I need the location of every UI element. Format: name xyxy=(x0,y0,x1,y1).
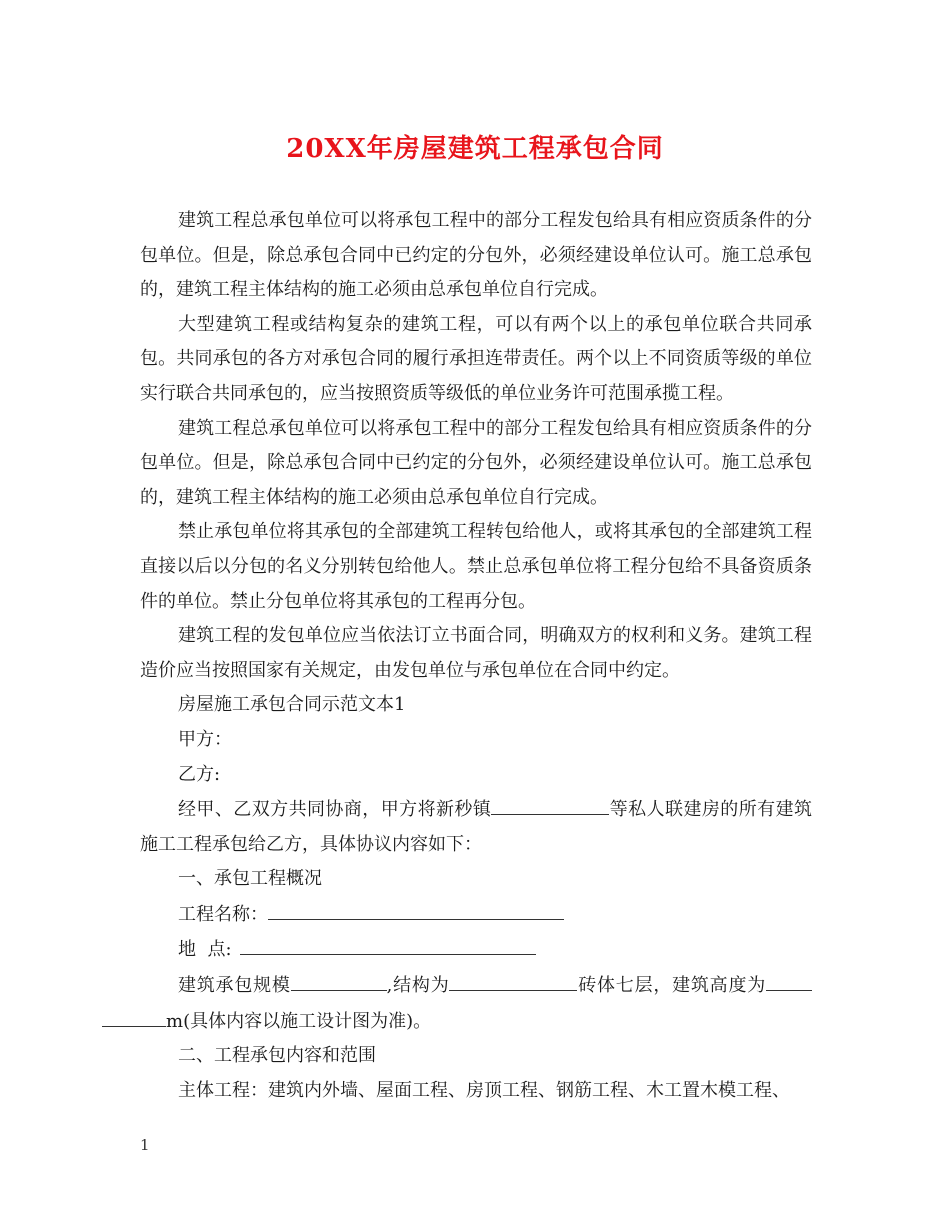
structure-label: ,结构为 xyxy=(386,975,450,997)
project-name-blank xyxy=(268,897,564,920)
height-label: 砖体七层，建筑高度为 xyxy=(577,975,767,997)
paragraph: 建筑工程总承包单位可以将承包工程中的部分工程发包给具有相应资质条件的分包单位。但是，除总承包合同中已约定的分包外，必须经建设单位认可。施工总承包的，建筑工程主体结构的施工必须由总承包单位自行完成。 xyxy=(140,210,812,301)
height-blank-b xyxy=(102,1004,166,1027)
scale-blank xyxy=(291,968,387,991)
town-blank xyxy=(491,792,609,815)
paragraph: 建筑工程的发包单位应当依法订立书面合同，明确双方的权利和义务。建筑工程造价应当按照国家有关规定，由发包单位与承包单位在合同中约定。 xyxy=(140,625,812,681)
party-a-line: 甲方： xyxy=(178,728,232,750)
template-heading: 房屋施工承包合同示范文本1 xyxy=(178,694,406,716)
location-label: 地 点: xyxy=(178,939,232,961)
project-name-line xyxy=(140,897,812,933)
paragraph: 大型建筑工程或结构复杂的建筑工程，可以有两个以上的承包单位联合共同承包。共同承包的各方对承包合同的履行承担连带责任。两个以上不同资质等级的单位实行联合共同承包的，应当按照资质等级低的单位业务许可范围承揽工程。 xyxy=(140,313,812,404)
section-heading: 二、工程承包内容和范围 xyxy=(178,1045,376,1067)
scale-label: 建筑承包规模 xyxy=(178,975,291,997)
document-body xyxy=(140,204,812,1108)
paragraph: 禁止承包单位将其承包的全部建筑工程转包给他人，或将其承包的全部建筑工程直接以后以分包的名义分别转包给他人。禁止总承包单位将工程分包给不具备资质条件的单位。禁止分包单位将其承包的工程再分包。 xyxy=(140,521,812,612)
document-title: 20XX年房屋建筑工程承包合同 xyxy=(286,134,664,164)
structure-blank xyxy=(449,968,577,991)
section-heading: 一、承包工程概况 xyxy=(178,868,322,890)
party-b-line: 乙方: xyxy=(178,763,221,785)
height-unit: m(具体内容以施工设计图为准)。 xyxy=(166,1010,432,1032)
project-name-label: 工程名称： xyxy=(178,903,268,925)
agreement-intro-start: 经甲、乙双方共同协商，甲方将新秒镇 xyxy=(178,799,492,821)
page-number: 1 xyxy=(140,1136,150,1154)
location-line xyxy=(140,932,812,968)
location-blank xyxy=(240,932,536,955)
scale-line xyxy=(140,968,812,1039)
paragraph: 建筑工程总承包单位可以将承包工程中的部分工程发包给具有相应资质条件的分包单位。但是，除总承包合同中已约定的分包外，必须经建设单位认可。施工总承包的，建筑工程主体结构的施工必须由总承包单位自行完成。 xyxy=(140,417,812,508)
height-blank-a xyxy=(766,968,812,991)
agreement-intro xyxy=(140,792,812,862)
agreement-intro-end: 等私人联建房的所有建筑施工工程承包给乙方，具体协议内容如下： xyxy=(140,799,813,855)
main-works-line: 主体工程：建筑内外墙、屋面工程、房顶工程、钢筋工程、木工置木模工程、 xyxy=(178,1079,790,1101)
